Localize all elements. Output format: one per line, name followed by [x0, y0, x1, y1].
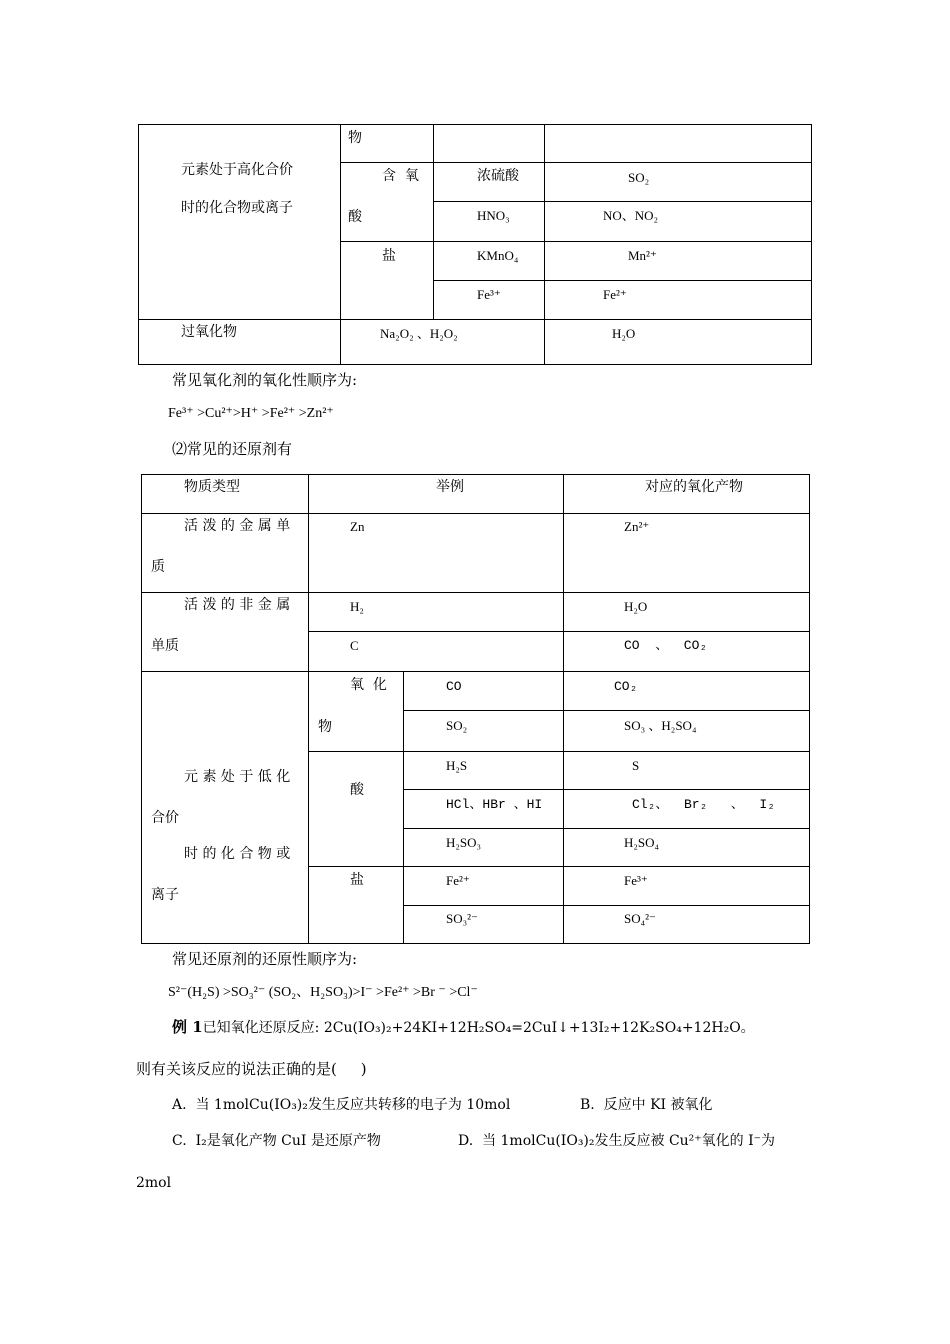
- table1-salt-example-1: KMnO₄: [477, 248, 519, 263]
- table1-peroxide-label: 过氧化物: [181, 324, 237, 340]
- table2-oxide-product-1: CO₂: [614, 679, 638, 694]
- table2-oxide-example-1: CO: [446, 679, 462, 694]
- table2-low-label-2: 合价: [151, 810, 179, 826]
- reducer-order: S²⁻(H₂S) >SO₃²⁻ (SO₂、H₂SO₃)>I⁻ >Fe²⁺ >Br ⁻ >Cl⁻: [168, 985, 478, 1000]
- table2-metal-label-1: 活 泼 的 金 属 单: [184, 518, 291, 534]
- option-c: C. I₂是氧化产物 CuI 是还原产物: [172, 1133, 381, 1149]
- table1-top-cell: 物: [348, 130, 362, 146]
- table2-salt-label: 盐: [350, 872, 364, 888]
- table1-acid-label-2: 酸: [348, 209, 362, 225]
- table2-nonmetal-product-1: H₂O: [624, 599, 648, 614]
- table1-salt-product-1: Mn²⁺: [628, 248, 657, 263]
- table1-acid-product-2: NO、NO₂: [603, 208, 659, 223]
- table2-nonmetal-example-1: H₂: [350, 599, 364, 614]
- oxidizer-order: Fe³⁺ >Cu²⁺>H⁺ >Fe²⁺ >Zn²⁺: [168, 406, 334, 421]
- option-b: B. 反应中 KI 被氧化: [580, 1097, 713, 1113]
- table2-acid-product-2: Cl₂、 Br₂ 、 I₂: [632, 797, 776, 812]
- table2-header-product: 对应的氧化产物: [645, 479, 743, 495]
- table1-left-heading-2: 时的化合物或离子: [181, 200, 293, 216]
- table1-salt-product-2: Fe²⁺: [603, 287, 627, 302]
- reducer-order-title: 常见还原剂的还原性顺序为:: [172, 950, 358, 968]
- table2-acid-product-1: S: [632, 758, 640, 773]
- table1-acid-example-1: 浓硫酸: [477, 168, 519, 184]
- table2-acid-example-2: HCl、HBr 、HI: [446, 797, 543, 812]
- table2-salt-product-1: Fe³⁺: [624, 873, 648, 888]
- table2-nonmetal-product-2: CO 、 CO₂: [624, 638, 708, 653]
- table2-metal-label-2: 质: [151, 559, 165, 575]
- table2-oxide-label-1: 氧 化: [350, 677, 387, 693]
- table1-salt-example-2: Fe³⁺: [477, 287, 501, 302]
- table2-header-type: 物质类型: [184, 479, 240, 495]
- table2-salt-example-2: SO₃²⁻: [446, 911, 478, 926]
- table2-metal-example: Zn: [350, 519, 365, 534]
- table1-peroxide-example: Na₂O₂ 、H₂O₂: [380, 326, 458, 341]
- table1-acid-product-1: SO₂: [628, 170, 650, 185]
- table2-acid-label: 酸: [350, 782, 364, 798]
- table1-acid-example-2: HNO₃: [477, 208, 510, 223]
- table2-nonmetal-label-1: 活 泼 的 非 金 属: [184, 597, 291, 613]
- table2-acid-example-1: H₂S: [446, 758, 468, 773]
- table1-acid-label-1: 含 氧: [382, 168, 419, 184]
- option-a: A. 当 1molCu(IO₃)₂发生反应共转移的电子为 10mol: [172, 1097, 511, 1113]
- table2-salt-example-1: Fe²⁺: [446, 873, 470, 888]
- table2-oxide-label-2: 物: [318, 719, 332, 735]
- table2-low-label-1: 元 素 处 于 低 化: [184, 769, 291, 785]
- table2-metal-product: Zn²⁺: [624, 519, 650, 534]
- example-statement: 已知氧化还原反应: 2Cu(IO₃)₂+24KI+12H₂SO₄=2CuI↓+13I₂+12K₂SO₄+12H₂O。: [202, 1020, 755, 1036]
- table2-oxide-example-2: SO₂: [446, 718, 468, 733]
- oxidizer-order-title: 常见氧化剂的氧化性顺序为:: [172, 371, 358, 389]
- reducer-title: ⑵常见的还原剂有: [172, 440, 293, 458]
- table2-low-label-3: 时 的 化 合 物 或: [184, 846, 291, 862]
- table2-oxide-product-2: SO₃ 、H₂SO₄: [624, 718, 697, 733]
- table2-header-example: 举例: [436, 479, 464, 495]
- table2-low-label-4: 离子: [151, 887, 179, 903]
- table1-salt-label: 盐: [382, 248, 396, 264]
- table2-acid-product-3: H₂SO₄: [624, 835, 660, 850]
- example-label: 例 1: [172, 1018, 203, 1036]
- table1-peroxide-product: H₂O: [612, 326, 636, 341]
- option-d: D. 当 1molCu(IO₃)₂发生反应被 Cu²⁺氧化的 I⁻为: [458, 1133, 776, 1149]
- table2-nonmetal-label-2: 单质: [151, 638, 179, 654]
- table2-salt-product-2: SO₄²⁻: [624, 911, 656, 926]
- example-question: 则有关该反应的说法正确的是( ): [136, 1060, 367, 1078]
- table2-nonmetal-example-2: C: [350, 638, 359, 653]
- table2-acid-example-3: H₂SO₃: [446, 835, 482, 850]
- option-d-continuation: 2mol: [136, 1175, 172, 1191]
- table1-left-heading-1: 元素处于高化合价: [181, 162, 293, 178]
